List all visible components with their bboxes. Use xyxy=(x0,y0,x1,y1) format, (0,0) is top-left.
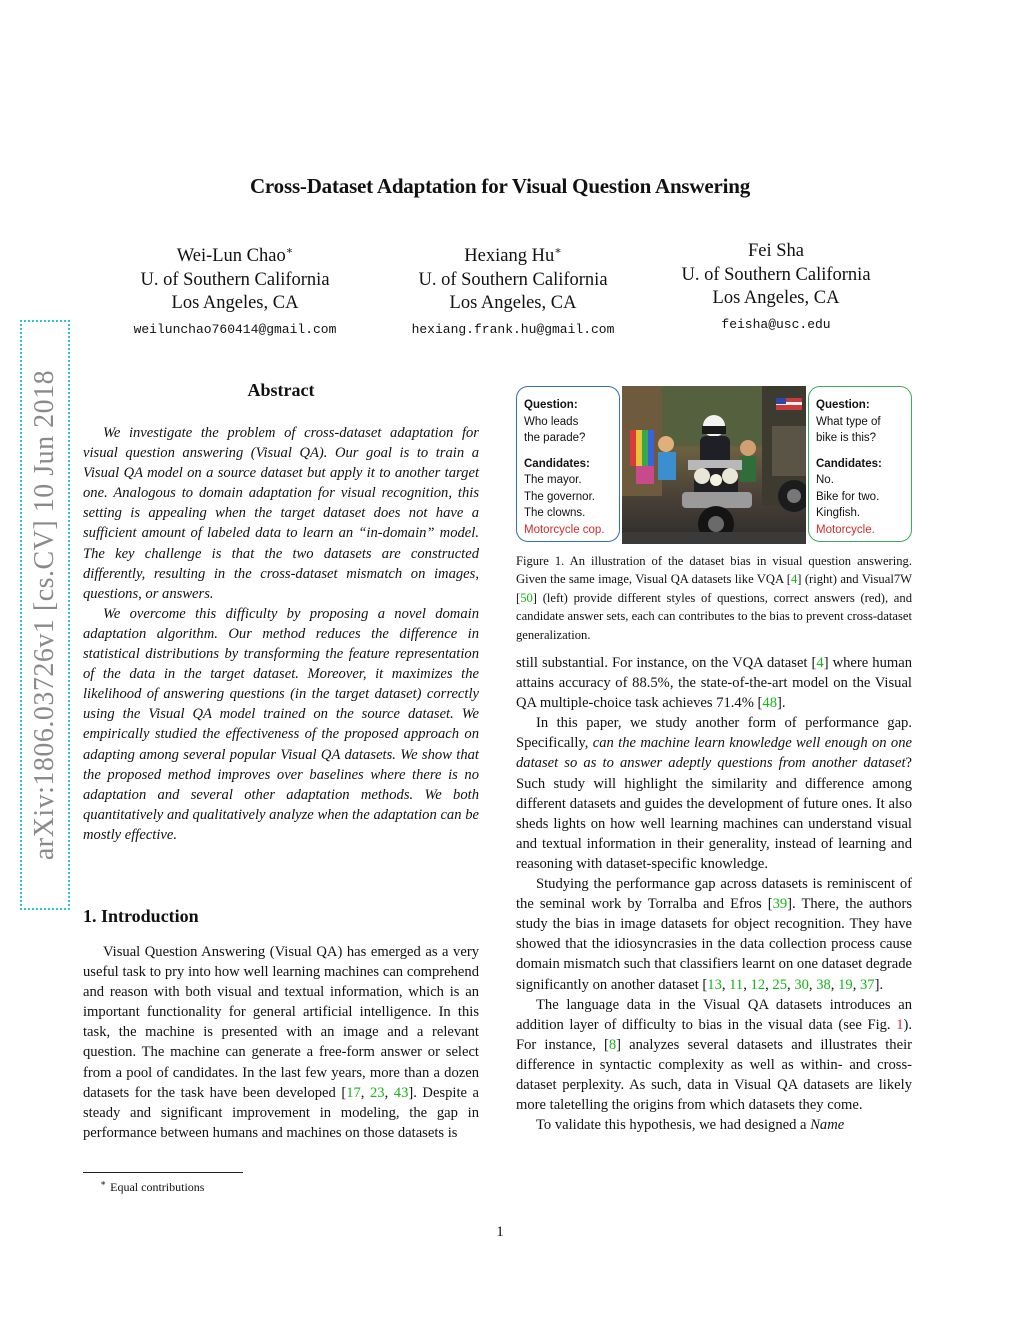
citation-link[interactable]: 17 xyxy=(346,1084,361,1101)
body-text: ). For instance, [ xyxy=(516,1016,912,1053)
research-question: can the machine learn knowledge well enough on one dataset so as to answer adeptly questions from another dataset xyxy=(516,735,913,772)
section-heading-introduction: 1. Introduction xyxy=(83,906,199,926)
candidate-answer: No. xyxy=(816,474,834,486)
body-paragraph xyxy=(516,995,912,1116)
author-email[interactable]: feisha@usc.edu xyxy=(721,316,831,332)
citation-link[interactable]: 13 xyxy=(707,976,722,993)
question-label: Question: xyxy=(816,399,870,411)
intro-text: Visual Question Answering (Visual QA) has emerged as a very useful task to pry into how well learning machines can comprehend and reason with both visual and textual information, which is an important functionality for general artificial intelligence. In this task, the machine is presented with an image and a relevant question. The machine can generate a free-form answer or select from a pool of candidates. In the last few years, more than a dozen datasets for the task have been developed [ xyxy=(83,944,479,1101)
body-text: ]. There, the authors study the bias in image datasets for object recognition. They have showed that the idiosyncrasies in the data collection process cause domain mismatch such that classifiers learnt on one dataset degrade significantly on another dataset [ xyxy=(516,896,912,993)
body-text: ]. xyxy=(777,695,786,712)
citation-link[interactable]: 4 xyxy=(790,572,798,587)
citation-link[interactable]: 19 xyxy=(838,976,853,993)
intro-paragraph-1: Visual Question Answering (Visual QA) has emerged as a very useful task to pry into how well learning machines can comprehend and reason with both visual and textual information, which is an important functionality for general artificial intelligence. In this task, the machine is presented with an image and a relevant question. The machine can generate a free-form answer or select from a pool of candidates. In the last few years, more than a dozen datasets for the task have been developed [17, 23, 43]. Despite a steady and significant improvement in modeling, the gap in performance between humans and machines on those datasets is xyxy=(83,944,479,1141)
parade-motorcycle-illustration xyxy=(622,386,806,544)
citation-link[interactable]: 23 xyxy=(369,1084,385,1101)
citation-link[interactable]: 25 xyxy=(772,976,788,993)
author-affiliation: U. of Southern California xyxy=(681,264,871,285)
body-paragraph xyxy=(516,653,912,713)
author-3 xyxy=(646,240,906,335)
body-paragraph xyxy=(516,1115,912,1135)
introduction-body xyxy=(83,942,479,1143)
equal-contribution-mark: ∗ xyxy=(285,245,294,257)
question-line: the parade? xyxy=(524,432,586,444)
author-location: Los Angeles, CA xyxy=(449,293,577,314)
caption-text: Figure 1. An illustration of the dataset bias in visual question answering. Given the same image, Visual QA datasets like VQA [ xyxy=(516,554,912,587)
paper-title: Cross-Dataset Adaptation for Visual Question Answering xyxy=(249,174,751,198)
body-text: ? Such study will highlight the similarity and difference among different datasets and guides the development of future ones. It also sheds lights on how well learning machines can understand visual and textual information in their generality, instead of learning and reasoning with dataset-specific knowledge. xyxy=(516,755,912,872)
correct-answer: Motorcycle cop. xyxy=(524,523,605,536)
arxiv-stamp[interactable] xyxy=(20,320,70,910)
author-email[interactable]: weilunchao760414@gmail.com xyxy=(133,321,337,337)
body-text: In this paper, we study another form of performance gap. Specifically, xyxy=(516,715,912,752)
citation-link[interactable]: 48 xyxy=(762,695,777,712)
citation-link[interactable]: 12 xyxy=(750,976,766,993)
citation-link[interactable]: 38 xyxy=(816,976,831,993)
body-paragraph xyxy=(516,713,912,874)
candidate-answer: The clowns. xyxy=(524,507,586,519)
visual7w-question-box xyxy=(516,386,620,542)
abstract-paragraph-2: We overcome this difficulty by proposing a novel domain adaptation algorithm. Our method reduces the difference in statistical distributions by transforming the feature representation of the data in the target dataset. Moreover, it maximizes the likelihood of answering questions (in the target dataset) correctly using the Visual QA model trained on the source dataset. We empirically studied the effectiveness of the proposed approach on adapting among several popular Visual QA datasets. We show that the proposed method improves over baselines where there is no adaptation and several other adaptation methods. We both quantitatively and qualitatively analyze when the adaptation can be mostly effective. xyxy=(83,605,479,843)
arxiv-id: arXiv:1806.03726v1 [cs.CV] 10 Jun 2018 xyxy=(29,369,60,861)
caption-text: ] (left) provide different styles of questions, correct answers (red), and candidate answer sets, each can contributes to the bias to prevent cross-dataset generalization. xyxy=(516,590,912,642)
citation-link[interactable]: 4 xyxy=(816,655,824,671)
citation-link[interactable]: 43 xyxy=(393,1084,409,1101)
candidate-answer: Kingfish. xyxy=(816,507,861,519)
abstract-body xyxy=(83,423,479,845)
abstract-heading: Abstract xyxy=(247,380,315,400)
body-text-italic: Name xyxy=(810,1117,845,1134)
body-paragraph: Studying the performance gap across datasets is reminiscent of the seminal work by Torralba and Efros [39]. There, the authors study the bias in image datasets for object recognition. They have showed that the idiosyncrasies in the data collection process cause domain mismatch such that classifiers learnt on one dataset degrade significantly on another dataset [13, 11, 12, 25, 30, 38, 19, 37]. xyxy=(516,876,912,993)
body-text: still substantial. For instance, on the VQA dataset [ xyxy=(516,655,817,671)
body-text: ]. xyxy=(874,976,884,993)
page-number: 1 xyxy=(496,1224,504,1240)
question-line: Who leads xyxy=(524,415,579,428)
citation-link[interactable]: 30 xyxy=(794,976,809,993)
author-affiliation: U. of Southern California xyxy=(140,269,330,290)
citation-link[interactable]: 37 xyxy=(859,976,875,993)
figure-reference-link[interactable]: 1 xyxy=(896,1016,904,1033)
figure-1 xyxy=(516,386,912,544)
author-location: Los Angeles, CA xyxy=(712,288,840,308)
candidate-answer: The governor. xyxy=(524,490,595,503)
footnote-rule xyxy=(83,1172,243,1173)
candidates-label: Candidates: xyxy=(816,457,882,470)
question-line: What type of xyxy=(816,415,881,428)
footnote xyxy=(100,1178,204,1195)
equal-contribution-mark: ∗ xyxy=(554,245,562,257)
author-affiliation: U. of Southern California xyxy=(418,269,608,290)
citation-link[interactable]: 39 xyxy=(772,896,788,913)
author-1 xyxy=(105,240,365,340)
author-name: Wei-Lun Chao xyxy=(176,246,286,267)
right-column-body xyxy=(516,653,912,1135)
citation-link[interactable]: 11 xyxy=(729,976,744,993)
citation-link[interactable]: 50 xyxy=(520,590,533,605)
author-2 xyxy=(383,240,643,340)
candidate-answer: The mayor. xyxy=(524,474,582,486)
author-name: Fei Sha xyxy=(747,241,804,261)
footnote-text: Equal contributions xyxy=(110,1180,205,1194)
body-text: ] where human attains accuracy of 88.5%, the state-of-the-art model on the Visual QA multiple-choice task achieves 71.4% [ xyxy=(516,655,912,712)
body-text: To validate this hypothesis, we had designed a xyxy=(536,1117,811,1134)
candidates-label: Candidates: xyxy=(524,457,590,470)
caption-text: ] (right) and Visual7W [ xyxy=(516,572,912,605)
parade-photo xyxy=(622,386,806,544)
body-text: Studying the performance gap across datasets is reminiscent of the seminal work by Torralba and Efros [ xyxy=(516,876,912,913)
candidate-answer: Bike for two. xyxy=(816,490,880,503)
correct-answer: Motorcycle. xyxy=(816,523,875,536)
footnote-mark: ∗ xyxy=(100,1178,107,1188)
abstract-paragraph-1: We investigate the problem of cross-dataset adaptation for visual question answering (Visual QA). Our goal is to train a Visual QA model on a source dataset but apply it to another target one. Analogous to domain adaptation for visual recognition, this setting is appealing when the target dataset does not have a sufficient amount of labeled data to learn an “in-domain” model. The key challenge is that the two datasets are constructed differently, resulting in the cross-dataset mismatch on images, questions, or answers. xyxy=(83,425,479,602)
author-name: Hexiang Hu xyxy=(464,246,555,267)
body-text: The language data in the Visual QA datasets introduces an addition layer of difficulty to bias in the visual data (see Fig. xyxy=(516,996,912,1033)
citation-link[interactable]: 8 xyxy=(608,1036,617,1053)
question-label: Question: xyxy=(524,399,578,411)
body-text: ] analyzes several datasets and illustrates their difference in syntactic complexity as well as within- and cross-dataset perplexity. As such, data in Visual QA datasets are likely more taletelling the origins from which datasets they come. xyxy=(516,1036,912,1114)
figure-1-caption xyxy=(516,552,912,644)
author-location: Los Angeles, CA xyxy=(171,293,299,314)
intro-text: ]. Despite a steady and significant improvement in modeling, the gap in performance between humans and machines on those datasets is xyxy=(83,1084,479,1141)
question-line: bike is this? xyxy=(816,432,877,444)
author-email[interactable]: hexiang.frank.hu@gmail.com xyxy=(411,321,615,337)
vqa-question-box xyxy=(808,386,912,542)
